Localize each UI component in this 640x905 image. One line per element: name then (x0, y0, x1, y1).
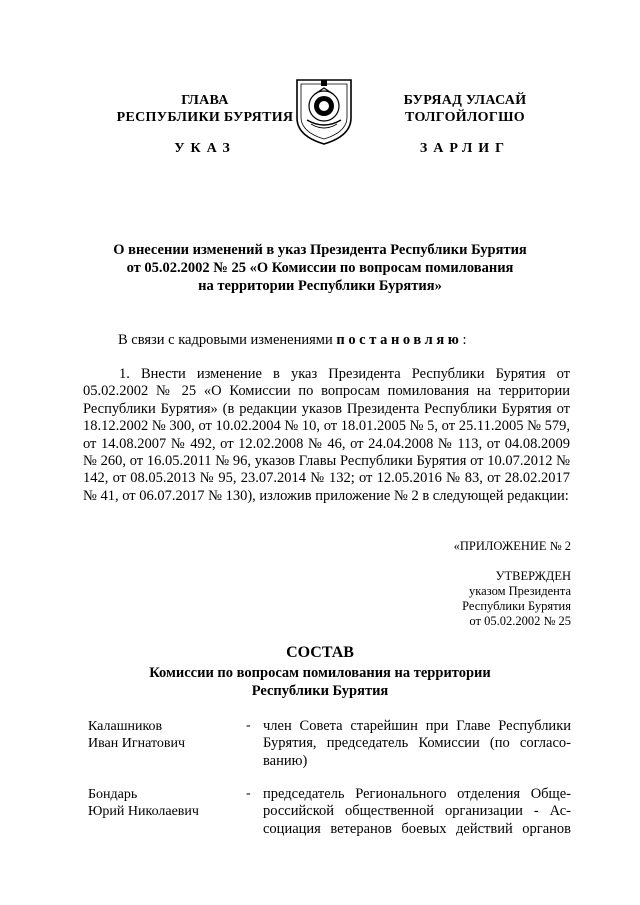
header-left (85, 92, 325, 126)
member-1-line-1: член Совета старейшин при Главе Республики (263, 718, 571, 734)
approved-line-1: указом Президента (469, 584, 571, 598)
header-right-subtitle: ТОЛГОЙЛОГШО (405, 110, 525, 125)
member-2-surname: Бондарь (88, 787, 138, 802)
member-1-dash: - (246, 718, 251, 733)
document-title (0, 241, 640, 295)
appendix-label: «ПРИЛОЖЕНИЕ № 2 (453, 539, 571, 553)
approved-word: УТВЕРЖДЕН (495, 569, 571, 583)
member-1-description (263, 718, 571, 770)
composition-subtitle (0, 664, 640, 700)
member-2-firstname: Юрий Николаевич (88, 804, 199, 820)
member-1-name (88, 718, 248, 753)
composition-subtitle-2: Республики Бурятия (251, 683, 389, 699)
member-2-line-2: российской общественной организации - Ас- (263, 803, 571, 820)
header-left-subtitle: РЕСПУБЛИКИ БУРЯТИЯ (116, 110, 294, 125)
header-right (350, 92, 580, 126)
member-2-name (88, 786, 248, 821)
doc-type-left: УКАЗ (174, 141, 236, 156)
preamble-text: В связи с кадровыми изменениями (118, 332, 337, 348)
preamble-colon: : (462, 332, 467, 348)
member-1-line-2: Бурятия, председатель Комиссии (по согласо- (263, 735, 571, 752)
title-line-3: на территории Республики Бурятия» (198, 278, 442, 294)
approved-line-2: Республики Бурятия (462, 599, 571, 613)
clause-1: 1. Внести изменение в указ Президента Республики Бурятия от 05.02.2002 № 25 «О Комиссии по вопросам помилования на территории Республики Бурятия» (в редакции указов Президента Республики Бурятия от 18.12.2002 № 300, от 10.02.2004 № 10, от 18.01.2005 № 5, от 25.11.2005 № 579, от 14.08.2007 № 492, от 12.02.2008 № 46, от 24.04.2008 № 113, от 04.08.2009 № 260, от 16.05.2011 № 96, указов Главы Республики Бурятия от 10.07.2012 № 142, от 08.05.2013 № 95, 23.07.2014 № 132; от 12.05.2016 № 83, от 28.02.2017 № 41, от 06.07.2017 № 130), изложив приложение № 2 в следующей редакции: (83, 366, 570, 504)
member-2-line-1: председатель Регионального отделения Обще- (263, 786, 571, 802)
header-left-title: ГЛАВА (181, 93, 229, 108)
member-1-surname: Калашников (88, 719, 163, 734)
composition-heading: СОСТАВ (286, 644, 354, 661)
member-2-dash: - (246, 786, 251, 801)
approved-line-3: от 05.02.2002 № 25 (469, 614, 571, 628)
title-line-2: от 05.02.2002 № 25 «О Комиссии по вопросам помилования (126, 260, 514, 276)
approval-block (271, 569, 571, 629)
doc-type-right: ЗАРЛИГ (419, 141, 511, 156)
member-1-line-3: ванию) (263, 752, 308, 769)
preamble (118, 332, 578, 349)
composition-subtitle-1: Комиссии по вопросам помилования на территории (149, 665, 491, 681)
member-1-firstname: Иван Игнатович (88, 736, 186, 752)
member-2-line-3: социация ветеранов боевых действий органов (263, 820, 571, 837)
header-right-title: БУРЯАД УЛАСАЙ (403, 93, 527, 108)
emblem-icon (293, 76, 355, 146)
preamble-keyword: постановляю (336, 332, 463, 348)
member-2-description (263, 786, 571, 838)
title-line-1: О внесении изменений в указ Президента Республики Бурятия (113, 242, 527, 258)
